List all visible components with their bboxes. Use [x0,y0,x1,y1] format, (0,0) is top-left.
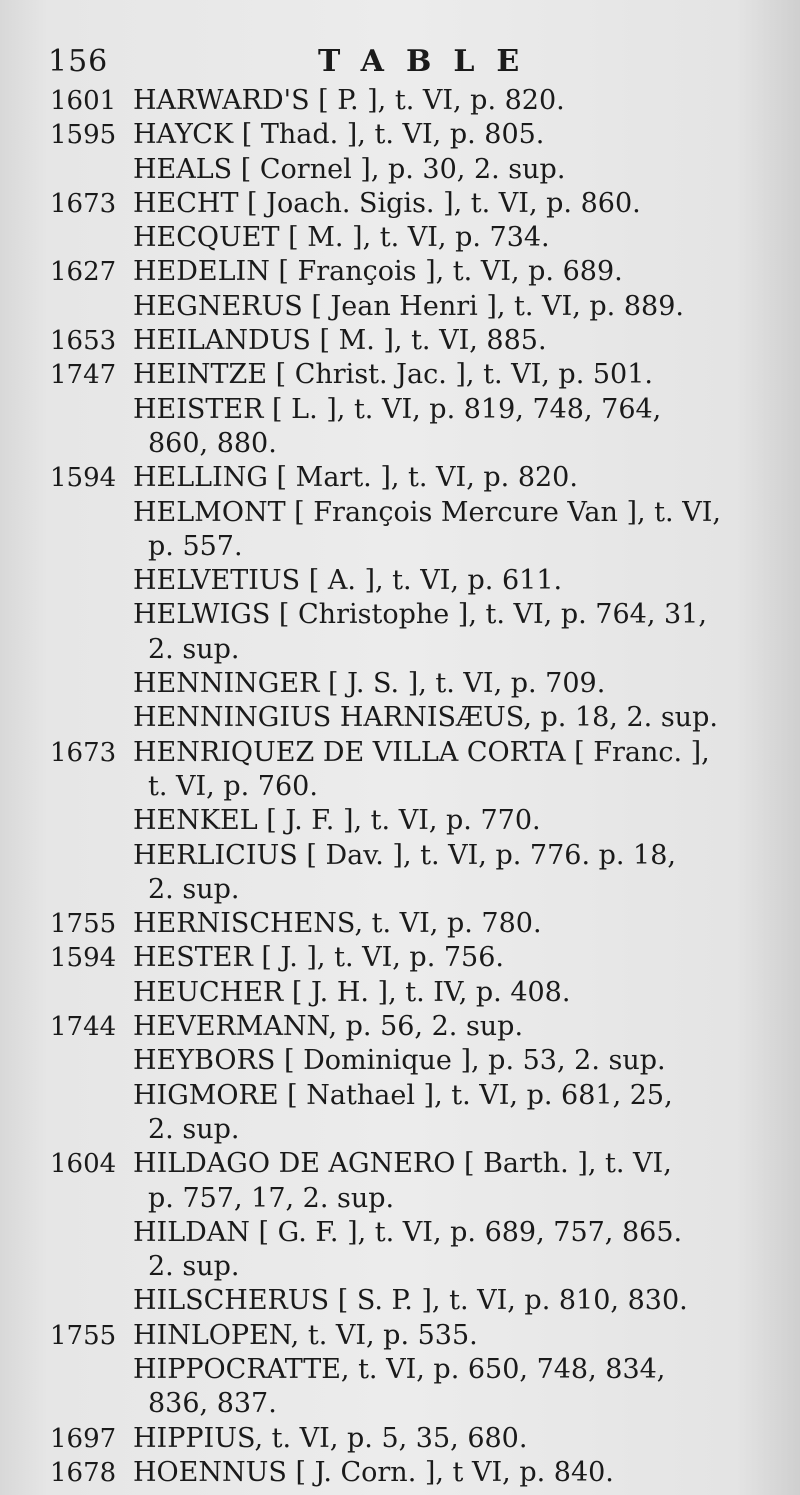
entry-continuation-line [0,873,800,907]
index-entry [0,118,800,152]
entry-line [0,907,800,941]
index-entry [0,976,800,1010]
index-entry [0,598,800,667]
entry-line [0,1216,800,1250]
entry-text: HIGMORE [ Nathael ], t. VI, p. 681, 25, [133,1079,673,1111]
entry-line [0,564,800,598]
entry-line [0,839,800,873]
index-entry [0,221,800,255]
entry-text-continued: 2. sup. [148,1113,240,1145]
index-entry [0,153,800,187]
entry-text: HENNINGIUS HARNISÆUS, p. 18, 2. sup. [133,702,718,734]
entry-year: 1755 [50,1320,117,1351]
entry-text: HELMONT [ François Mercure Van ], t. VI, [133,496,721,528]
entry-line [0,1319,800,1353]
entry-line [0,1044,800,1078]
entry-text-continued: t. VI, p. 760. [148,770,318,802]
entry-line [0,496,800,530]
entry-text-continued: 2. sup. [148,873,240,905]
entry-year: 1601 [50,86,117,116]
entry-line [0,84,800,118]
entry-line [0,804,800,838]
entry-line [0,736,800,770]
entry-line [0,1079,800,1113]
index-entry [0,736,800,805]
entry-text: HAYCK [ Thad. ], t. VI, p. 805. [133,119,545,151]
entry-text-continued: p. 557. [148,530,243,562]
entry-text: HINLOPEN, t. VI, p. 535. [133,1319,478,1351]
entry-continuation-line [0,770,800,804]
page-header [48,44,760,84]
entry-text: HEISTER [ L. ], t. VI, p. 819, 748, 764, [133,393,662,425]
entry-text: HENKEL [ J. F. ], t. VI, p. 770. [133,805,541,837]
index-entry [0,839,800,908]
entry-text: HEYBORS [ Dominique ], p. 53, 2. sup. [133,1045,666,1077]
entry-text: HELVETIUS [ A. ], t. VI, p. 611. [133,565,563,597]
entry-text: HEVERMANN, p. 56, 2. sup. [133,1011,524,1043]
entry-line [0,941,800,975]
entry-text-continued: 836, 837. [148,1388,277,1420]
index-entry [0,1147,800,1216]
entry-text: HOENNUS [ J. Corn. ], t VI, p. 840. [133,1456,614,1488]
entry-text: HENRIQUEZ DE VILLA CORTA [ Franc. ], [133,736,710,768]
entry-continuation-line [0,1387,800,1421]
entry-text: HIPPOCRATTE, t. VI, p. 650, 748, 834, [133,1353,666,1385]
entry-line [0,1353,800,1387]
entry-text: HIPPIUS, t. VI, p. 5, 35, 680. [133,1422,528,1454]
index-entry [0,804,800,838]
index-entry [0,907,800,941]
entry-line [0,153,800,187]
index-entry [0,667,800,701]
entry-text: HEALS [ Cornel ], p. 30, 2. sup. [133,153,566,185]
entry-text: HILDAN [ G. F. ], t. VI, p. 689, 757, 865. [133,1216,683,1248]
entry-text: HESTER [ J. ], t. VI, p. 756. [133,942,504,974]
entry-year: 1594 [50,463,117,494]
entry-year: 1673 [50,188,117,219]
entry-text: HERLICIUS [ Dav. ], t. VI, p. 776. p. 18, [133,839,676,871]
entry-text: HECQUET [ M. ], t. VI, p. 734. [133,222,550,254]
entry-text: HARWARD'S [ P. ], t. VI, p. 820. [133,85,565,116]
running-title: TABLE [318,44,542,79]
entry-year: 1604 [50,1149,117,1180]
index-entry [0,941,800,975]
entry-line [0,1456,800,1490]
index-entry [0,701,800,735]
index-entry [0,496,800,565]
entry-line [0,255,800,289]
entry-line [0,598,800,632]
entry-year: 1697 [50,1423,117,1454]
entry-line [0,1422,800,1456]
entry-year: 1673 [50,737,117,768]
index-entry [0,187,800,221]
entry-year: 1627 [50,257,117,288]
index-entry [0,393,800,462]
entry-year: 1678 [50,1457,117,1488]
entry-line [0,1010,800,1044]
entry-year: 1595 [50,120,117,151]
entry-line [0,187,800,221]
index-entry [0,1422,800,1456]
entry-text: HERNISCHENS, t. VI, p. 780. [133,908,542,940]
entry-line [0,358,800,392]
entry-line [0,393,800,427]
index-entry [0,324,800,358]
entry-year: 1755 [50,909,117,940]
entry-text: HEINTZE [ Christ. Jac. ], t. VI, p. 501. [133,359,654,391]
entry-line [0,118,800,152]
entry-line [0,461,800,495]
entry-text-continued: 2. sup. [148,633,240,665]
entry-continuation-line [0,633,800,667]
entry-text: HILSCHERUS [ S. P. ], t. VI, p. 810, 830. [133,1285,688,1317]
index-entry [0,1010,800,1044]
entry-text-continued: 2. sup. [148,1251,240,1283]
entry-text: HEDELIN [ François ], t. VI, p. 689. [133,256,623,288]
index-entry [0,84,800,118]
index-entry [0,358,800,392]
entry-continuation-line [0,427,800,461]
page-number: 156 [48,44,109,79]
index-entry [0,1284,800,1318]
entry-line [0,701,800,735]
index-entries [0,84,800,1490]
index-entry [0,290,800,324]
index-entry [0,1079,800,1148]
index-entry [0,255,800,289]
entry-line [0,324,800,358]
entry-continuation-line [0,530,800,564]
entry-year: 1747 [50,360,117,391]
index-entry [0,1319,800,1353]
entry-text: HELWIGS [ Christophe ], t. VI, p. 764, 31, [133,599,707,631]
index-entry [0,1044,800,1078]
entry-year: 1744 [50,1012,117,1043]
index-entry [0,564,800,598]
entry-text-continued: p. 757, 17, 2. sup. [148,1182,395,1214]
entry-text: HEGNERUS [ Jean Henri ], t. VI, p. 889. [133,290,684,322]
entry-year: 1653 [50,326,117,357]
index-entry [0,461,800,495]
entry-line [0,221,800,255]
entry-line [0,290,800,324]
entry-text: HEUCHER [ J. H. ], t. IV, p. 408. [133,976,571,1008]
entry-year: 1594 [50,943,117,974]
entry-text: HELLING [ Mart. ], t. VI, p. 820. [133,462,578,494]
entry-line [0,667,800,701]
entry-text-continued: 860, 880. [148,427,277,459]
index-entry [0,1456,800,1490]
entry-text: HEILANDUS [ M. ], t. VI, 885. [133,325,547,357]
entry-text: HENNINGER [ J. S. ], t. VI, p. 709. [133,668,606,700]
index-entry [0,1353,800,1422]
index-entry [0,1216,800,1285]
entry-continuation-line [0,1250,800,1284]
entry-line [0,1147,800,1181]
entry-line [0,976,800,1010]
entry-line [0,1284,800,1318]
entry-text: HILDAGO DE AGNERO [ Barth. ], t. VI, [133,1148,672,1180]
entry-continuation-line [0,1113,800,1147]
entry-text: HECHT [ Joach. Sigis. ], t. VI, p. 860. [133,187,641,219]
entry-continuation-line [0,1182,800,1216]
